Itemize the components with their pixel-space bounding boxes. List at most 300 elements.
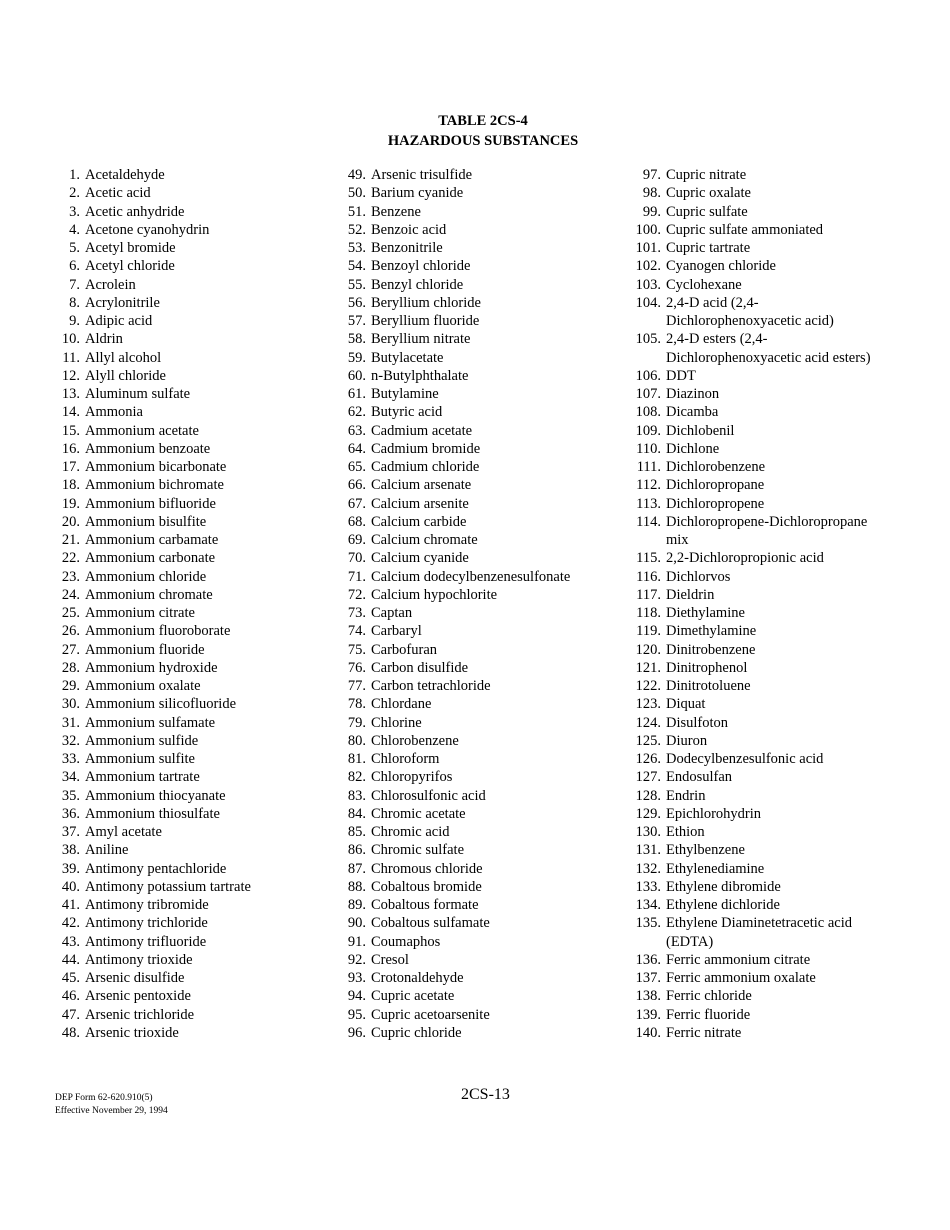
list-item [52,641,312,659]
substance-name [371,622,422,640]
item-number: 11. [62,349,80,366]
item-number: 57. [347,313,366,329]
substance-name-line: Cupric sulfate [666,203,748,220]
item-number: 23. [61,568,80,585]
substance-name-line: Butylamine [371,386,439,402]
list-item [626,203,926,221]
list-item [52,969,312,987]
substance-name-line: Calcium carbide [371,513,467,530]
substance-name-line: Carbofuran [371,641,438,658]
list-item [338,257,608,275]
list-item [52,659,312,677]
list-item [338,221,608,239]
substance-name [371,951,409,969]
item-number: 64. [347,440,366,457]
substance-name [371,787,486,805]
list-item [626,659,926,677]
list-item [338,641,608,659]
substance-name-line: Antimony trichloride [85,915,208,932]
item-number: 133. [635,878,661,895]
substance-name [371,440,480,458]
substance-name [85,896,209,914]
item-number: 93. [347,970,366,986]
substance-name [371,549,469,567]
substance-name [371,659,468,677]
substance-name-line: Ammonium chloride [85,568,207,585]
substance-name [666,476,764,494]
substance-name-line: Arsenic pentoxide [85,988,191,1005]
substance-name [371,367,468,385]
substance-name [371,403,442,421]
list-item [338,732,608,750]
substance-name-line: Antimony potassium tartrate [85,878,251,895]
item-number: 44. [61,951,80,968]
item-number: 2. [69,185,80,202]
item-number: 121. [635,659,661,676]
substance-name [371,203,421,221]
list-item [626,166,926,184]
list-item [52,951,312,969]
substance-name-line: Antimony trioxide [85,951,193,968]
substance-name [666,549,824,567]
substance-name [666,641,755,659]
substance-column-1 [52,166,312,1042]
list-item [52,330,312,348]
substance-name-line: Cupric chloride [371,1024,462,1041]
substance-name [371,732,459,750]
substance-name-continuation: mix [666,532,689,548]
list-item [338,933,608,951]
item-number: 8. [69,294,80,311]
substance-name-line: Coumaphos [371,933,441,950]
item-number: 109. [635,422,661,439]
list-item [626,951,926,969]
list-item [626,878,926,896]
substance-name-line: Alyll chloride [85,367,166,384]
substance-name [85,1024,179,1042]
list-item [626,860,926,878]
item-number: 72. [347,586,366,603]
item-number: 116. [636,568,661,585]
list-item [626,604,926,622]
item-number: 88. [347,878,366,895]
substance-name-line: Cupric acetoarsenite [371,1006,490,1023]
list-item [338,495,608,513]
substance-name [666,914,852,951]
item-number: 123. [635,696,661,713]
substance-name [666,823,705,841]
item-number: 16. [61,440,80,457]
substance-name [85,531,218,549]
list-item [626,495,926,513]
list-item [338,841,608,859]
item-number: 42. [61,915,80,932]
item-number: 127. [635,769,661,786]
item-number: 17. [61,459,80,475]
item-number: 47. [61,1006,80,1023]
substance-name [85,367,166,385]
list-item [52,294,312,312]
list-item [52,495,312,513]
substance-name-line: Cyanogen chloride [666,258,776,275]
substance-name [371,312,479,330]
substance-name-line: Dicamba [666,404,719,421]
substance-name [85,276,136,294]
substance-name-line: Endosulfan [666,769,733,786]
list-item [626,841,926,859]
substance-name-line: Dieldrin [666,586,715,603]
substance-name-line: Crotonaldehyde [371,970,464,986]
item-number: 81. [347,751,366,767]
item-number: 120. [635,641,661,658]
item-number: 97. [642,167,661,183]
substance-name-line: Ammonium silicofluoride [85,696,237,713]
substance-name [85,403,143,421]
list-item [52,841,312,859]
substance-name-line: Cupric nitrate [666,167,747,183]
item-number: 102. [635,258,661,275]
list-item [338,1024,608,1042]
substance-name-line: Dichlorobenzene [666,459,766,475]
substance-name-line: Benzyl chloride [371,276,464,293]
substance-name-line: Dinitrotoluene [666,678,751,694]
substance-name-line: Diethylamine [666,605,745,621]
substance-name [85,677,201,695]
substance-name-line: Dinitrobenzene [666,641,756,658]
list-item [338,787,608,805]
list-item [626,440,926,458]
substance-name [371,495,469,513]
substance-name [371,513,466,531]
substance-name [666,622,756,640]
list-item [52,476,312,494]
list-item [52,677,312,695]
item-number: 26. [61,623,80,640]
item-number: 67. [347,495,366,512]
substance-name [666,805,761,823]
substance-name-line: Ethylene dichloride [666,897,780,913]
substance-name [371,476,471,494]
substance-name [85,604,195,622]
item-number: 129. [635,805,661,822]
substance-name [666,951,810,969]
substance-name-line: Dichlone [666,440,720,457]
item-number: 43. [61,933,80,950]
substance-name [666,677,751,695]
effective-date: Effective November 29, 1994 [55,1106,168,1116]
item-number: 140. [635,1024,661,1041]
substance-name-line: Allyl alcohol [85,349,162,366]
substance-name-line: Benzene [371,203,421,220]
substance-name [666,750,823,768]
list-item [338,549,608,567]
list-item [52,695,312,713]
item-number: 5. [69,240,80,256]
substance-name-line: Epichlorohydrin [666,805,762,822]
substance-name [371,714,422,732]
substance-name-line: Ferric fluoride [666,1006,751,1023]
substance-name-line: Ferric nitrate [666,1024,742,1041]
substance-name-line: Ammonium sulfite [85,751,195,767]
substance-name [371,750,439,768]
substance-name [85,860,226,878]
item-number: 119. [636,623,661,640]
item-number: 103. [635,276,661,293]
substance-name [666,367,696,385]
substance-name-line: Cupric sulfate ammoniated [666,221,824,238]
item-number: 110. [636,440,661,457]
substance-name-line: Ethion [666,824,705,840]
substance-name-line: Aluminum sulfate [85,386,191,402]
item-number: 32. [61,732,80,749]
substance-name [85,166,165,184]
item-number: 134. [635,897,661,913]
table-heading: HAZARDOUS SUBSTANCES [387,133,579,149]
item-number: 31. [61,714,80,731]
substance-name [85,805,220,823]
item-number: 61. [347,386,366,402]
substance-name [371,330,470,348]
substance-name [85,330,123,348]
substance-name [85,513,206,531]
substance-name [85,933,206,951]
substance-name [85,969,184,987]
substance-name [666,203,748,221]
substance-name-line: Chromous chloride [371,860,483,877]
list-item [338,330,608,348]
substance-name-line: Aniline [85,842,129,859]
page-number: 2CS-13 [461,1086,510,1103]
substance-name-line: Acetone cyanohydrin [85,221,210,238]
substance-name [85,823,162,841]
list-item [52,257,312,275]
list-item [626,239,926,257]
list-item [626,458,926,476]
item-number: 73. [347,605,366,621]
substance-name [666,787,705,805]
substance-name-line: Ammonium carbonate [85,550,216,567]
substance-name [666,276,742,294]
list-item [338,750,608,768]
table-number: TABLE 2CS-4 [438,113,528,129]
substance-name [85,495,216,513]
list-item [626,805,926,823]
item-number: 59. [347,349,366,366]
list-item [626,367,926,385]
substance-name [666,860,764,878]
substance-name-line: Chloroform [371,751,440,767]
list-item [626,385,926,403]
list-item [52,312,312,330]
item-number: 75. [347,641,366,658]
substance-name [85,184,151,202]
item-number: 10. [61,331,80,348]
substance-name [666,1006,750,1024]
list-item [626,896,926,914]
substance-name-line: Butyric acid [371,404,443,421]
list-item [52,422,312,440]
substance-name [85,458,226,476]
item-number: 56. [347,294,366,311]
item-number: 39. [61,860,80,877]
substance-name [666,257,776,275]
substance-name [371,257,470,275]
substance-name [371,969,464,987]
list-item [338,659,608,677]
substance-name-line: Ferric chloride [666,988,752,1005]
substance-name-line: Calcium cyanide [371,550,469,567]
item-number: 15. [61,422,80,439]
list-item [626,750,926,768]
item-number: 53. [347,240,366,256]
item-number: 28. [61,659,80,676]
list-item [626,1024,926,1042]
substance-name [371,914,490,932]
substance-name-line: 2,4-D esters (2,4- [666,331,768,348]
substance-name-line: Ethylene dibromide [666,878,781,895]
list-item [52,531,312,549]
substance-name-line: Arsenic trisulfide [371,167,473,183]
list-item [626,641,926,659]
substance-name-line: 2,2-Dichloropropionic acid [666,550,824,567]
list-item [52,604,312,622]
substance-name-line: Ammonia [85,404,143,421]
substance-name [371,531,478,549]
substance-name [85,221,209,239]
substance-name-line: Chlorobenzene [371,732,459,749]
substance-name [371,221,446,239]
list-item [626,695,926,713]
substance-name [371,604,412,622]
substance-name-line: Ammonium carbamate [85,532,219,548]
item-number: 99. [642,203,661,220]
list-item [52,823,312,841]
substance-name-line: Calcium arsenite [371,495,469,512]
list-item [338,768,608,786]
substance-name-line: Cobaltous formate [371,897,479,913]
substance-name-line: Carbon disulfide [371,659,469,676]
substance-name [85,768,200,786]
substance-name [371,677,491,695]
list-item [52,896,312,914]
item-number: 69. [347,532,366,548]
substance-name-line: Diazinon [666,386,720,402]
substance-name [666,513,867,550]
substance-name-line: Cobaltous sulfamate [371,915,490,932]
list-item [52,714,312,732]
item-number: 125. [635,732,661,749]
list-item [338,276,608,294]
item-number: 138. [635,988,661,1005]
substance-name-line: Ammonium benzoate [85,440,211,457]
item-number: 13. [61,386,80,402]
item-number: 3. [69,203,80,220]
item-number: 80. [347,732,366,749]
list-item [338,239,608,257]
substance-name [85,586,213,604]
list-item [338,878,608,896]
item-number: 29. [61,678,80,694]
item-number: 63. [347,422,366,439]
item-number: 118. [636,605,661,621]
item-number: 22. [61,550,80,567]
item-number: 36. [61,805,80,822]
substance-name-line: Butylacetate [371,349,444,366]
item-number: 108. [635,404,661,421]
item-number: 4. [69,221,80,238]
substance-name [666,604,745,622]
item-number: 91. [347,933,366,950]
item-number: 71. [347,568,366,585]
substance-name-line: Cresol [371,951,409,968]
substance-name-line: Calcium chromate [371,532,478,548]
list-item [626,476,926,494]
list-item [626,914,926,951]
item-number: 1. [69,167,80,183]
substance-name-line: Benzoic acid [371,221,447,238]
item-number: 27. [61,641,80,658]
substance-name-line: Carbon tetrachloride [371,678,491,694]
item-number: 20. [61,513,80,530]
substance-name [85,695,236,713]
substance-name [666,878,781,896]
substance-name-line: Dichlobenil [666,422,735,439]
list-item [626,184,926,202]
substance-name [371,841,464,859]
list-item [338,805,608,823]
item-number: 58. [347,331,366,348]
substance-name-continuation: Dichlorophenoxyacetic acid) [666,313,834,329]
substance-name [666,239,750,257]
item-number: 24. [61,586,80,603]
list-item [626,768,926,786]
item-number: 62. [347,404,366,421]
list-item [338,969,608,987]
substance-name-line: Ammonium thiocyanate [85,787,226,804]
item-number: 68. [347,513,366,530]
list-item [52,458,312,476]
list-item [626,1006,926,1024]
list-item [338,531,608,549]
substance-name [666,458,765,476]
substance-column-3 [626,166,926,1042]
item-number: 135. [635,915,661,932]
substance-name-line: Amyl acetate [85,824,162,840]
substance-name [85,312,152,330]
list-item [338,184,608,202]
substance-name-line: Antimony tribromide [85,897,209,913]
list-item [626,622,926,640]
list-item [52,805,312,823]
substance-column-2 [338,166,608,1042]
list-item [52,750,312,768]
list-item [338,860,608,878]
list-item [338,458,608,476]
form-footer [55,1092,168,1118]
list-item [52,987,312,1005]
substance-name-line: Acetaldehyde [85,167,165,183]
substance-name [371,896,479,914]
substance-name-line: 2,4-D acid (2,4- [666,294,759,311]
list-item [338,349,608,367]
substance-name [666,1024,741,1042]
item-number: 70. [347,550,366,567]
list-item [52,549,312,567]
substance-name-line: Arsenic trichloride [85,1006,195,1023]
substance-name-line: Calcium hypochlorite [371,586,498,603]
substance-name-line: Ammonium oxalate [85,678,201,694]
substance-name [666,440,719,458]
